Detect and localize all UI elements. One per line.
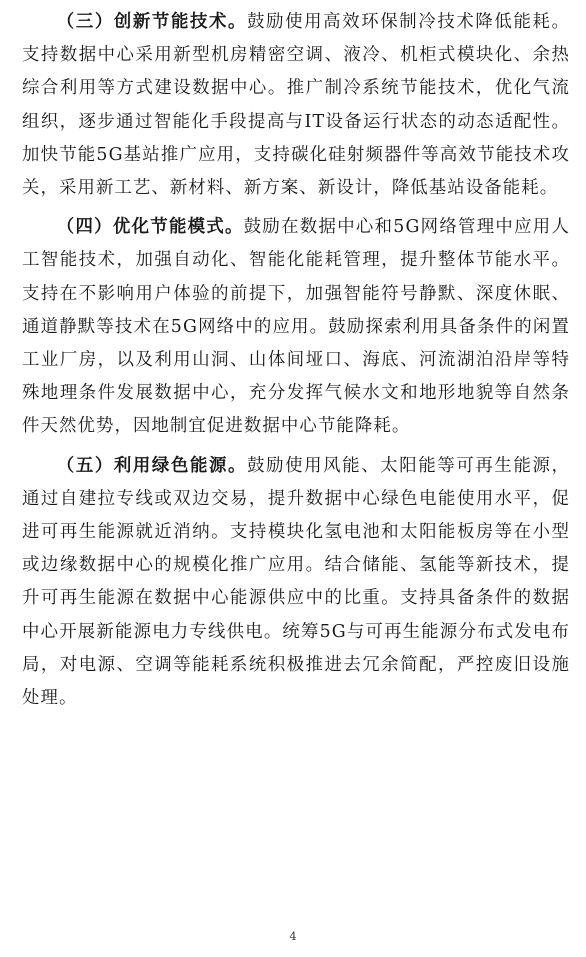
section-5-heading: （五）利用绿色能源。 <box>56 455 248 476</box>
section-5-body: 鼓励使用风能、太阳能等可再生能源，通过自建拉专线或双边交易，提升数据中心绿色电能使用水平，促进可再生能源就近消纳。支持模块化氢电池和太阳能板房等在小型或边缘数据中心的规模化推广应用。结合储能、氢能等新技术，提升可再生能源在数据中心能源供应中的比重。支持具备条件的数据中心开展新能源电力专线供电。统筹5G与可再生能源分布式发电布局，对电源、空调等能耗系统积极推进去冗余简配，严控废旧设施处理。 <box>22 455 570 709</box>
section-3-paragraph <box>22 6 570 205</box>
section-4-body: 鼓励在数据中心和5G网络管理中应用人工智能技术，加强自动化、智能化能耗管理，提升整体节能水平。支持在不影响用户体验的前提下，加强智能符号静默、深度休眠、通道静默等技术在5G网络中的应用。鼓励探索利用具备条件的闲置工业厂房，以及利用山洞、山体间垭口、海底、河流湖泊沿岸等特殊地理条件发展数据中心，充分发挥气候水文和地形地貌等自然条件天然优势，因地制宜促进数据中心节能降耗。 <box>22 217 570 437</box>
section-3-body: 鼓励使用高效环保制冷技术降低能耗。支持数据中心采用新型机房精密空调、液冷、机柜式模块化、余热综合利用等方式建设数据中心。推广制冷系统节能技术，优化气流组织，逐步通过智能化手段提高与IT设备运行状态的动态适配性。加快节能5G基站推广应用，支持碳化硅射频器件等高效节能技术攻关，采用新工艺、新材料、新方案、新设计，降低基站设备能耗。 <box>22 12 570 199</box>
document-page <box>22 6 570 721</box>
section-4-heading: （四）优化节能模式。 <box>56 217 244 238</box>
section-4-paragraph <box>22 211 570 443</box>
page-number: 4 <box>289 930 297 943</box>
section-3-heading: （三）创新节能技术。 <box>56 12 248 32</box>
section-5-paragraph <box>22 450 570 716</box>
